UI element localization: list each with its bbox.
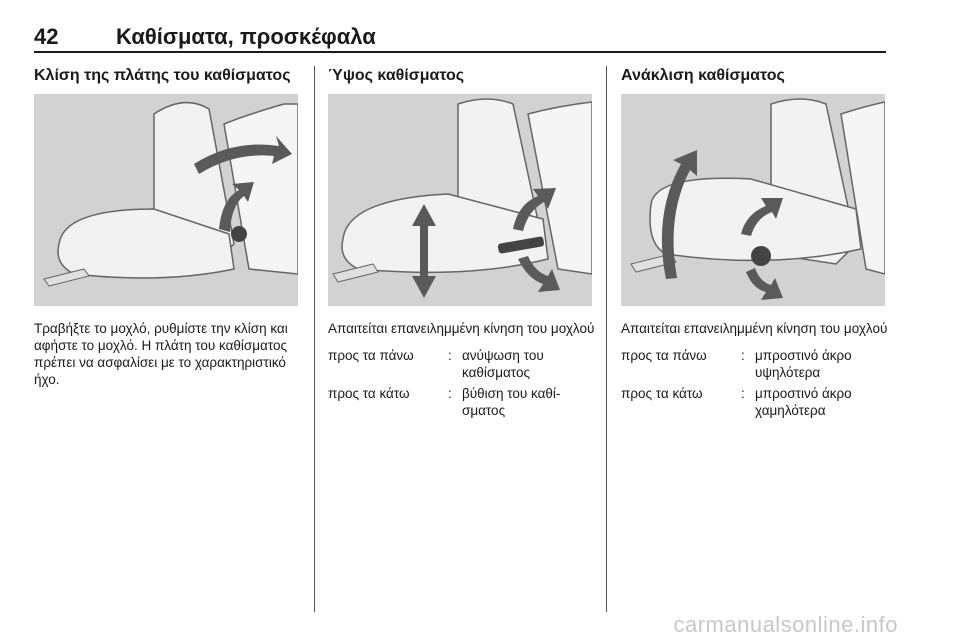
section-heading: Κλίση της πλάτης του καθίσματος: [34, 67, 291, 84]
seat-height-illustration: [328, 94, 592, 306]
chapter-title: Καθίσματα, προσκέφαλα: [116, 24, 376, 49]
definition-separator: :: [448, 348, 452, 363]
seat-backrest-illustration: [34, 94, 298, 306]
down-arrow: [746, 268, 783, 300]
page-number: 42: [34, 24, 59, 49]
definition-separator: :: [741, 386, 745, 401]
section-heading: Ύψος καθίσματος: [328, 67, 465, 84]
definition-separator: :: [448, 386, 452, 401]
definition-row: [328, 385, 596, 419]
section-seat-tilt: [621, 66, 889, 423]
definition-description: βύθιση του καθί-σματος: [462, 386, 561, 418]
definition-term: προς τα κάτω: [621, 386, 703, 401]
header-rule: [34, 51, 886, 53]
section-body: Απαιτείται επανειλημμένη κίνηση του μοχλού: [621, 321, 888, 336]
section-backrest-recline: [34, 66, 302, 388]
definition-row: [328, 347, 596, 381]
section-heading: Ανάκλιση καθίσματος: [621, 67, 785, 84]
definition-description: ανύψωση του καθίσματος: [462, 348, 544, 380]
definition-list: [328, 347, 596, 419]
backrest-figure: [34, 94, 298, 306]
definition-list: [621, 347, 889, 419]
definition-row: [621, 385, 889, 419]
definition-row: [621, 347, 889, 381]
watermark: carmanualsonline.info: [673, 612, 898, 637]
column-divider: [314, 66, 315, 612]
seat-tilt-illustration: [621, 94, 885, 306]
definition-term: προς τα κάτω: [328, 386, 410, 401]
page-header: [34, 24, 886, 52]
seat-tilt-figure: [621, 94, 885, 306]
definition-term: προς τα πάνω: [621, 348, 707, 363]
definition-description: μπροστινό άκρο υψηλότερα: [755, 348, 852, 380]
section-seat-height: [328, 66, 596, 423]
seat-height-figure: [328, 94, 592, 306]
definition-separator: :: [741, 348, 745, 363]
section-body: Απαιτείται επανειλημμένη κίνηση του μοχλού: [328, 321, 595, 336]
definition-description: μπροστινό άκρο χαμηλότερα: [755, 386, 852, 418]
column-divider: [606, 66, 607, 612]
section-body: Τραβήξτε το μοχλό, ρυθμίστε την κλίση και αφήστε το μοχλό. Η πλάτη του καθίσματος πρέπει να ασφαλίσει με το χαρακτηριστικό ήχο.: [34, 321, 288, 387]
definition-term: προς τα πάνω: [328, 348, 414, 363]
